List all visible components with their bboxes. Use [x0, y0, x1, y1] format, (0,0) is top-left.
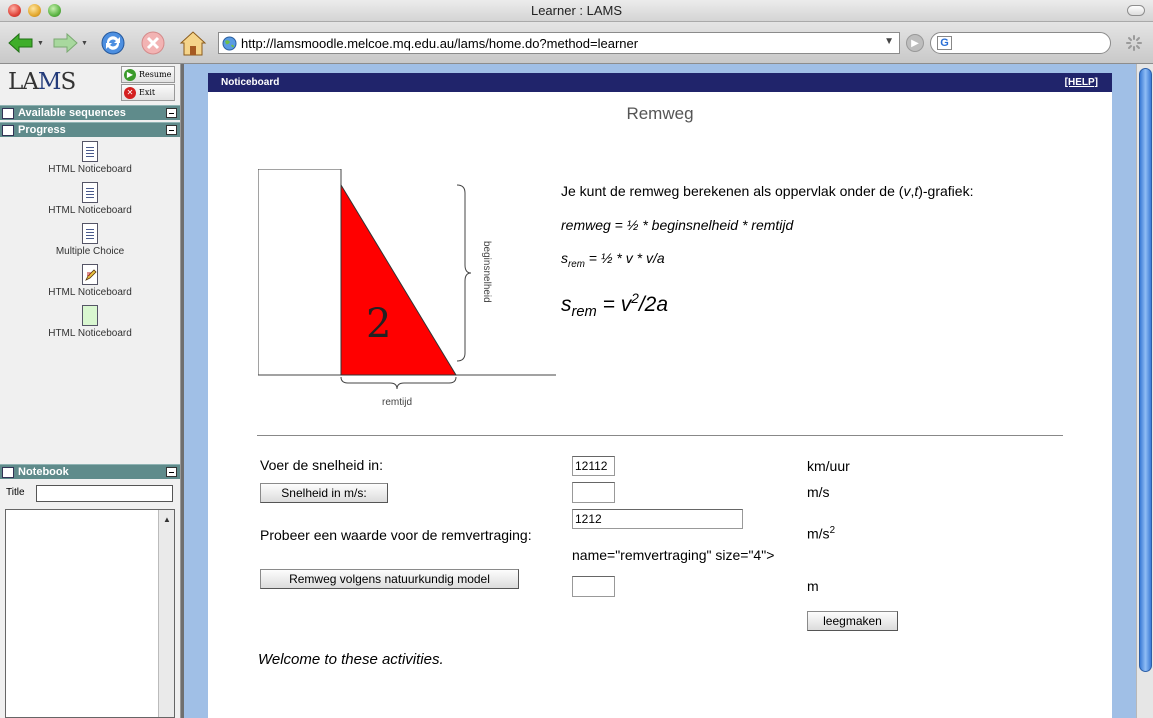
- resume-label: Resume: [139, 70, 172, 79]
- speed-input[interactable]: 12112: [572, 456, 615, 476]
- exit-label: Exit: [139, 88, 156, 97]
- noticeboard-bar: [208, 73, 1112, 92]
- reload-icon: [99, 29, 127, 57]
- forward-arrow-icon: [51, 31, 79, 55]
- deceleration-unit-sup: 2: [829, 525, 836, 536]
- scroll-up-icon[interactable]: ▲: [163, 515, 171, 524]
- time-brace: [341, 377, 456, 389]
- notebook-textarea[interactable]: [5, 509, 175, 718]
- formula-s: s: [561, 293, 572, 316]
- back-arrow-icon: [7, 31, 35, 55]
- document-edit-icon: [82, 264, 98, 285]
- intro-text: [561, 183, 973, 199]
- notebook-header[interactable]: [0, 464, 180, 479]
- formula-sub: rem: [568, 258, 585, 270]
- formula-rest: = ½ * v * v/a: [584, 250, 665, 266]
- progress-item-label: HTML Noticeboard: [48, 205, 132, 216]
- intro-text-comma: ,: [910, 183, 915, 199]
- intro-text-t: t: [914, 183, 919, 199]
- speed-label: beginsnelheid: [481, 241, 492, 303]
- intro-text-start: Je kunt de remweg berekenen als oppervlak onder de (: [561, 183, 904, 199]
- deceleration-input[interactable]: 1212: [572, 509, 743, 529]
- url-text: http://lamsmoodle.melcoe.mq.edu.au/lams/home.do?method=learner: [241, 35, 639, 51]
- loading-throbber-icon: [1126, 35, 1142, 51]
- stop-icon: [139, 29, 167, 57]
- document-icon: [82, 223, 98, 244]
- convert-speed-button[interactable]: Snelheid in m/s:: [260, 483, 388, 503]
- remweg-formula-words: remweg = ½ * beginsnelheid * remtijd: [561, 217, 794, 233]
- calculate-remweg-button[interactable]: Remweg volgens natuurkundig model: [260, 569, 519, 589]
- intro-text-end: )-grafiek:: [918, 183, 974, 199]
- section-divider: [257, 435, 1063, 436]
- progress-item[interactable]: [20, 264, 160, 298]
- formula-rest: /2a: [638, 293, 669, 316]
- vt-graph-figure: [258, 169, 558, 415]
- forward-button[interactable]: [50, 28, 80, 58]
- sequences-icon: [2, 108, 14, 119]
- deceleration-unit: [807, 525, 835, 542]
- window-titlebar: [0, 0, 1153, 22]
- stop-button[interactable]: [138, 28, 168, 58]
- available-sequences-label: Available sequences: [18, 107, 126, 119]
- globe-icon: [222, 36, 237, 51]
- back-button[interactable]: [6, 28, 36, 58]
- remweg-unit: m: [807, 578, 819, 594]
- logo-text-prefix: LA: [8, 69, 38, 95]
- available-sequences-header[interactable]: [0, 105, 180, 120]
- collapse-icon[interactable]: [166, 108, 177, 118]
- content-frame: [184, 64, 1136, 718]
- speed-unit: km/uur: [807, 458, 850, 474]
- url-dropdown-icon[interactable]: ▼: [884, 36, 894, 47]
- noticeboard-title: Noticeboard: [221, 77, 280, 88]
- logo-text-suffix: S: [60, 69, 76, 95]
- progress-item[interactable]: [20, 141, 160, 175]
- logo-text-m: M: [37, 69, 61, 95]
- remweg-output[interactable]: [572, 576, 615, 597]
- window-title: Learner : LAMS: [530, 3, 623, 18]
- stray-markup-text: name="remvertraging" size="4">: [572, 547, 775, 563]
- progress-icon: [2, 125, 14, 136]
- time-label: remtijd: [382, 397, 413, 408]
- reload-button[interactable]: [98, 28, 128, 58]
- deceleration-label: Probeer een waarde voor de remvertraging:: [260, 527, 532, 543]
- speed-ms-unit: m/s: [807, 484, 830, 500]
- notebook-title-label: Title: [6, 487, 25, 498]
- collapse-icon[interactable]: [166, 125, 177, 135]
- braking-area-triangle: [341, 185, 456, 375]
- progress-item-label: Multiple Choice: [55, 246, 125, 257]
- formula-sup: 2: [631, 291, 639, 306]
- back-history-icon[interactable]: ▼: [37, 40, 44, 47]
- speed-input-label: Voer de snelheid in:: [260, 457, 383, 473]
- go-button[interactable]: ▶: [906, 34, 924, 52]
- progress-item[interactable]: [20, 223, 160, 257]
- page-title: Remweg: [626, 104, 694, 123]
- formula-sub: rem: [571, 304, 597, 321]
- collapse-icon[interactable]: [166, 467, 177, 477]
- notebook-icon: [2, 467, 14, 478]
- remweg-formula-symbols: [561, 250, 665, 270]
- document-icon: [82, 141, 98, 162]
- progress-item[interactable]: [20, 305, 160, 339]
- deceleration-unit-text: m/s: [807, 525, 830, 542]
- progress-label: Progress: [18, 124, 66, 136]
- resume-button[interactable]: [121, 66, 175, 83]
- blank-page-icon: [82, 305, 98, 326]
- home-button[interactable]: [178, 28, 208, 58]
- progress-item-label: HTML Noticeboard: [48, 287, 132, 298]
- toolbar-toggle-button[interactable]: [1127, 5, 1145, 16]
- formula-eq: = v: [596, 293, 632, 316]
- speed-ms-output[interactable]: [572, 482, 615, 503]
- notebook-label: Notebook: [18, 466, 69, 478]
- search-bar[interactable]: [930, 32, 1111, 54]
- home-icon: [178, 29, 208, 57]
- noticeboard-panel: [208, 73, 1112, 718]
- welcome-text: Welcome to these activities.: [258, 651, 444, 668]
- progress-item[interactable]: [20, 182, 160, 216]
- progress-header[interactable]: [0, 122, 180, 137]
- notebook-scrollbar[interactable]: [158, 510, 174, 717]
- notebook-title-input[interactable]: [36, 485, 173, 502]
- document-icon: [82, 182, 98, 203]
- resume-icon: ▶: [124, 69, 136, 81]
- progress-item-label: HTML Noticeboard: [48, 328, 132, 339]
- lams-logo: [8, 69, 75, 95]
- learner-sidebar: [0, 64, 181, 718]
- forward-history-icon[interactable]: ▼: [81, 40, 88, 47]
- clear-button[interactable]: leegmaken: [807, 611, 898, 631]
- page-scrollbar[interactable]: [1136, 64, 1153, 718]
- address-bar[interactable]: [218, 32, 900, 54]
- remweg-formula-final: [561, 291, 668, 320]
- figure-number: 2: [366, 301, 392, 347]
- browser-toolbar: [0, 22, 1153, 64]
- progress-item-label: HTML Noticeboard: [48, 164, 132, 175]
- page-scrollbar-thumb[interactable]: [1139, 68, 1152, 672]
- search-engine-icon[interactable]: G: [937, 36, 952, 50]
- help-link[interactable]: [HELP]: [1064, 77, 1098, 88]
- intro-text-v: v: [903, 183, 911, 199]
- exit-button[interactable]: [121, 84, 175, 101]
- exit-icon: ✕: [124, 87, 136, 99]
- speed-brace: [457, 185, 471, 361]
- formula-s: s: [561, 250, 568, 266]
